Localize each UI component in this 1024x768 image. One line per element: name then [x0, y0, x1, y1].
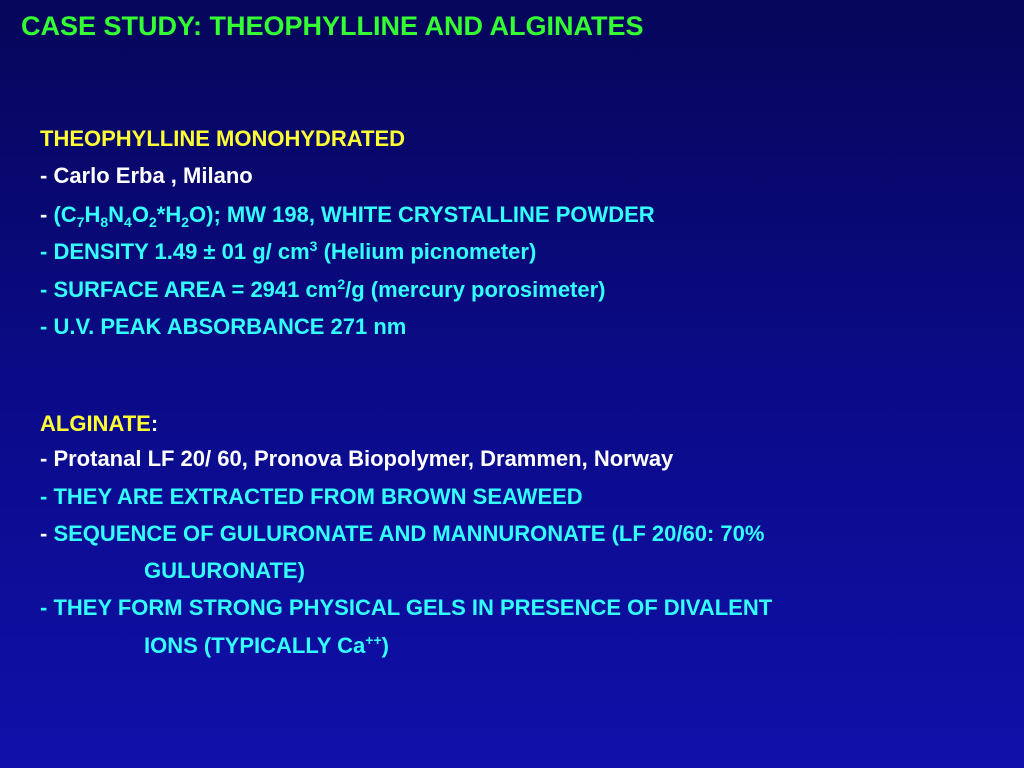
- alginate-sequence-cont: GULURONATE): [144, 558, 305, 583]
- alginate-heading: ALGINATE: [40, 411, 151, 436]
- sequence-dash: -: [40, 521, 54, 546]
- alginate-heading-line: [40, 411, 158, 437]
- sequence-line1: SEQUENCE OF GULURONATE AND MANNURONATE (LF 20/60: 70%: [53, 521, 765, 546]
- gels-close: ): [381, 633, 389, 658]
- formula-sub-n: 4: [124, 214, 132, 230]
- theophylline-density: [40, 239, 536, 265]
- alginate-gels: - THEY FORM STRONG PHYSICAL GELS IN PRESENCE OF DIVALENT: [40, 595, 773, 620]
- density-text: - DENSITY 1.49 ± 01 g/ cm: [40, 239, 310, 264]
- gels-sup: ++: [365, 632, 382, 648]
- formula-star-h: *H: [156, 202, 182, 227]
- theophylline-surface-area: [40, 277, 606, 303]
- theophylline-formula: [40, 202, 655, 228]
- alginate-extracted: - THEY ARE EXTRACTED FROM BROWN SEAWEED: [40, 484, 583, 509]
- alginate-colon: :: [150, 411, 159, 436]
- formula-o: O: [131, 202, 149, 227]
- formula-rest: ; MW 198, WHITE CRYSTALLINE POWDER: [213, 202, 655, 227]
- surface-sup: 2: [337, 276, 346, 292]
- density-rest: (Helium picnometer): [317, 239, 537, 264]
- alginate-supplier: - Protanal LF 20/ 60, Pronova Biopolymer, Drammen, Norway: [40, 446, 674, 471]
- surface-rest: /g (mercury porosimeter): [345, 277, 606, 302]
- formula-sub-h: 8: [100, 214, 109, 230]
- formula-sub-o: 2: [148, 214, 157, 230]
- theophylline-heading: THEOPHYLLINE MONOHYDRATED: [40, 126, 406, 151]
- formula-dash: -: [40, 202, 54, 227]
- alginate-sequence: [40, 521, 764, 547]
- formula-sub-h2o: 2: [181, 214, 190, 230]
- density-sup: 3: [309, 238, 318, 254]
- formula-n: N: [108, 202, 125, 227]
- slide-title: CASE STUDY: THEOPHYLLINE AND ALGINATES: [21, 11, 644, 41]
- formula-open: (C: [53, 202, 77, 227]
- surface-text: - SURFACE AREA = 2941 cm: [40, 277, 338, 302]
- formula-sub-c: 7: [76, 214, 85, 230]
- alginate-gels-cont: [144, 633, 389, 659]
- formula-h: H: [84, 202, 101, 227]
- theophylline-supplier: - Carlo Erba , Milano: [40, 163, 253, 188]
- gels-line2: IONS (TYPICALLY Ca: [144, 633, 366, 658]
- formula-close: O): [189, 202, 214, 227]
- theophylline-uv: - U.V. PEAK ABSORBANCE 271 nm: [40, 314, 407, 339]
